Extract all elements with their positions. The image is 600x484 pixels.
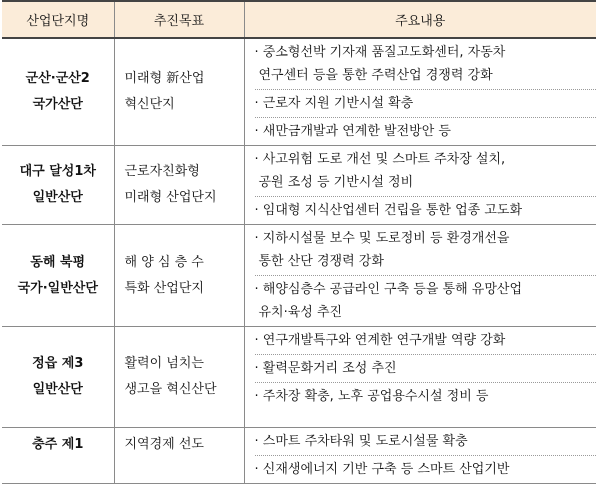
complex-name-line: 충주 제1 (32, 437, 84, 452)
content-line: · 신재생에너지 기반 구축 등 스마트 산업기반 (254, 462, 510, 477)
complex-name-line: 정읍 제3 (32, 356, 84, 371)
complex-name-line: 국가·일반산단 (17, 280, 98, 296)
goal-line: 미래형 新산업 (124, 71, 205, 86)
item-divider (255, 117, 597, 118)
complex-name-cell (2, 428, 114, 484)
header-content: 주요내용 (244, 1, 596, 38)
goal-line: 혁신단지 (124, 97, 175, 112)
complex-name-cell (2, 146, 114, 225)
content-line: · 근로자 지원 기반시설 확충 (254, 96, 414, 111)
content-line: 유치·육성 추진 (258, 305, 343, 320)
goal-line: 근로자친화형 (124, 164, 200, 179)
complex-name-line: 군산·군산2 (25, 71, 90, 86)
item-divider (255, 275, 597, 276)
complex-name-line: 일반산단 (32, 382, 83, 397)
content-item (255, 227, 597, 273)
content-cell (244, 225, 596, 327)
item-divider (255, 89, 597, 90)
content-item (255, 329, 597, 352)
table-row (2, 327, 596, 428)
table-row (2, 428, 596, 484)
content-item (255, 120, 597, 143)
content-line: 공원 조성 등 기반시설 정비 (258, 175, 414, 190)
content-line: · 새만금개발과 연계한 발전방안 등 (254, 124, 451, 139)
goal-line: 활력이 넘치는 (124, 356, 204, 371)
header-name: 산업단지명 (2, 1, 114, 38)
complex-name-cell (2, 38, 114, 146)
content-line: · 활력문화거리 조성 추진 (254, 361, 397, 376)
goal-line: 지역경제 선도 (124, 437, 204, 452)
content-line: · 주차장 확충, 노후 공업용수시설 정비 등 (254, 389, 489, 404)
content-item (255, 458, 597, 481)
content-item (255, 148, 597, 194)
header-goal: 추진목표 (114, 1, 244, 38)
content-item (255, 430, 597, 453)
complex-name-cell (2, 327, 114, 428)
content-line: · 해양심층수 공급라인 구축 등을 통해 유망산업 (254, 282, 523, 297)
complex-name-line: 동해 북평 (30, 254, 86, 270)
goal-line: 미래형 산업단지 (124, 190, 217, 205)
content-line: · 지하시설물 보수 및 도로정비 등 환경개선을 (254, 231, 510, 246)
goal-cell (114, 38, 244, 146)
goal-cell (114, 327, 244, 428)
content-item (255, 199, 597, 222)
table-row (2, 146, 596, 225)
content-item (255, 92, 597, 115)
item-divider (255, 196, 597, 197)
goal-line: 특화 산업단지 (124, 280, 204, 296)
item-divider (255, 354, 597, 355)
item-divider (255, 455, 597, 456)
content-item (255, 357, 597, 380)
content-line: · 연구개발특구와 연계한 연구개발 역량 강화 (254, 333, 506, 348)
table-row (2, 38, 596, 146)
goal-cell (114, 225, 244, 327)
item-divider (255, 382, 597, 383)
content-item (255, 385, 597, 408)
complex-name-line: 국가산단 (32, 97, 83, 112)
goal-line: 해 양 심 층 수 (124, 254, 204, 270)
content-line: 통한 산단 경쟁력 강화 (258, 254, 384, 269)
content-cell (244, 38, 596, 146)
industrial-complex-table (2, 0, 596, 484)
content-cell (244, 428, 596, 484)
content-line: · 사고위험 도로 개선 및 스마트 주차장 설치, (254, 152, 506, 167)
complex-name-cell (2, 225, 114, 327)
table-row (2, 225, 596, 327)
content-line: · 임대형 지식산업센터 건립을 통한 업종 고도화 (254, 203, 523, 218)
complex-name-line: 일반산단 (32, 190, 83, 205)
content-item (255, 41, 597, 87)
content-line: · 스마트 주차타워 및 도로시설물 확충 (254, 434, 468, 449)
content-cell (244, 146, 596, 225)
complex-name-line: 대구 달성1차 (19, 164, 96, 179)
goal-cell (114, 146, 244, 225)
table-header-row (2, 1, 596, 38)
content-item (255, 278, 597, 324)
goal-cell (114, 428, 244, 484)
content-line: 연구센터 등을 통한 주력산업 경쟁력 강화 (258, 68, 493, 83)
goal-line: 생고을 혁신산단 (124, 382, 217, 397)
content-cell (244, 327, 596, 428)
content-line: · 중소형선박 기자재 품질고도화센터, 자동차 (254, 45, 506, 60)
